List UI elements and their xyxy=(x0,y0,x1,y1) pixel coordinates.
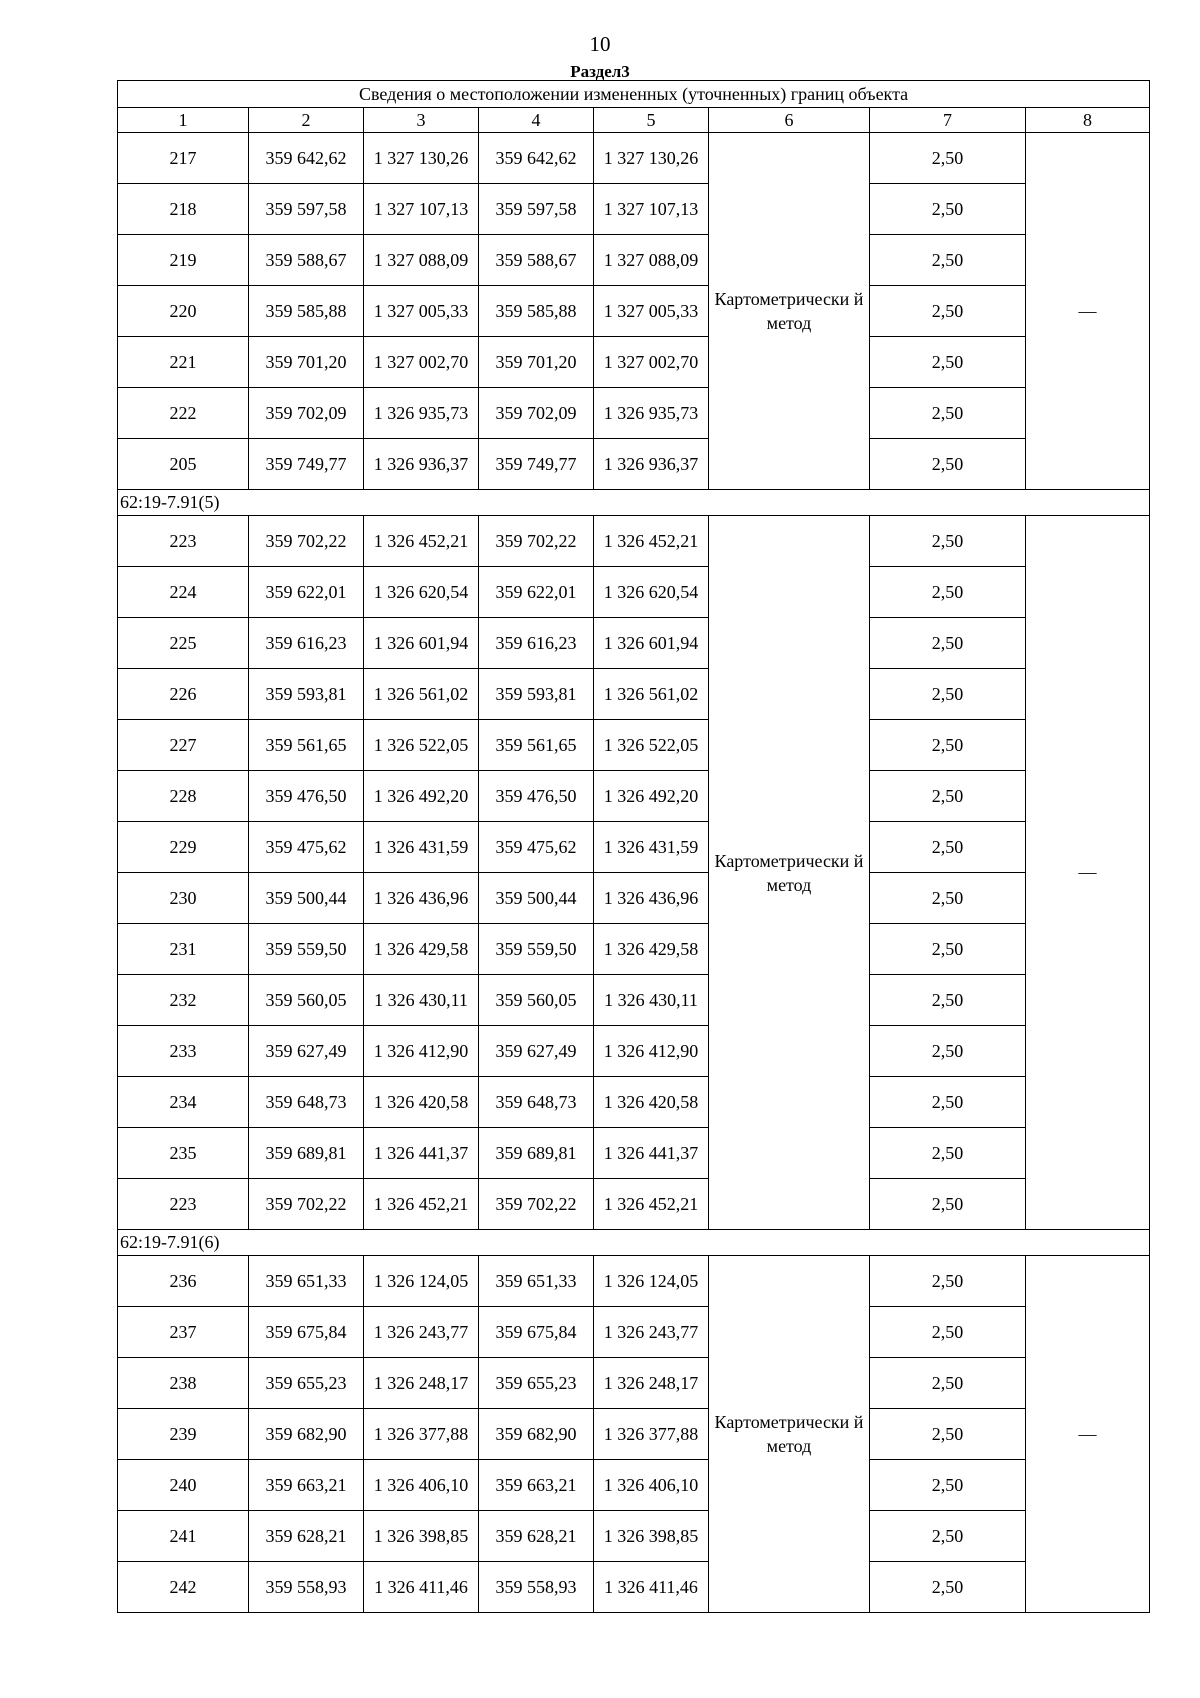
x-coordinate-new-cell: 359 560,05 xyxy=(479,975,594,1026)
y-coordinate-cell: 1 327 005,33 xyxy=(364,286,479,337)
point-number-cell: 225 xyxy=(118,618,249,669)
x-coordinate-cell: 359 702,09 xyxy=(249,388,364,439)
y-coordinate-cell: 1 326 441,37 xyxy=(364,1128,479,1179)
accuracy-cell: 2,50 xyxy=(870,1511,1026,1562)
x-coordinate-cell: 359 627,49 xyxy=(249,1026,364,1077)
x-coordinate-new-cell: 359 628,21 xyxy=(479,1511,594,1562)
x-coordinate-cell: 359 560,05 xyxy=(249,975,364,1026)
accuracy-cell: 2,50 xyxy=(870,669,1026,720)
accuracy-cell: 2,50 xyxy=(870,286,1026,337)
point-number-cell: 205 xyxy=(118,439,249,490)
x-coordinate-cell: 359 701,20 xyxy=(249,337,364,388)
accuracy-cell: 2,50 xyxy=(870,1026,1026,1077)
y-coordinate-cell: 1 326 492,20 xyxy=(364,771,479,822)
y-coordinate-new-cell: 1 326 124,05 xyxy=(594,1256,709,1307)
point-number-cell: 223 xyxy=(118,516,249,567)
table-row xyxy=(118,1256,1150,1307)
column-number-5: 5 xyxy=(594,108,709,133)
y-coordinate-cell: 1 326 124,05 xyxy=(364,1256,479,1307)
y-coordinate-cell: 1 326 431,59 xyxy=(364,822,479,873)
x-coordinate-new-cell: 359 588,67 xyxy=(479,235,594,286)
point-number-cell: 227 xyxy=(118,720,249,771)
accuracy-cell: 2,50 xyxy=(870,567,1026,618)
point-number-cell: 239 xyxy=(118,1409,249,1460)
y-coordinate-cell: 1 326 452,21 xyxy=(364,516,479,567)
point-number-cell: 238 xyxy=(118,1358,249,1409)
table-row xyxy=(118,669,1150,720)
table-row xyxy=(118,337,1150,388)
x-coordinate-new-cell: 359 475,62 xyxy=(479,822,594,873)
y-coordinate-cell: 1 326 412,90 xyxy=(364,1026,479,1077)
x-coordinate-new-cell: 359 689,81 xyxy=(479,1128,594,1179)
y-coordinate-new-cell: 1 326 412,90 xyxy=(594,1026,709,1077)
table-row xyxy=(118,771,1150,822)
table-row xyxy=(118,975,1150,1026)
x-coordinate-cell: 359 500,44 xyxy=(249,873,364,924)
accuracy-cell: 2,50 xyxy=(870,1077,1026,1128)
accuracy-cell: 2,50 xyxy=(870,1128,1026,1179)
point-number-cell: 228 xyxy=(118,771,249,822)
column-number-2: 2 xyxy=(249,108,364,133)
accuracy-cell: 2,50 xyxy=(870,235,1026,286)
x-coordinate-new-cell: 359 627,49 xyxy=(479,1026,594,1077)
x-coordinate-new-cell: 359 500,44 xyxy=(479,873,594,924)
section-title: Раздел3 xyxy=(570,62,630,81)
x-coordinate-cell: 359 702,22 xyxy=(249,1179,364,1230)
accuracy-cell: 2,50 xyxy=(870,873,1026,924)
point-number-cell: 242 xyxy=(118,1562,249,1613)
y-coordinate-new-cell: 1 327 002,70 xyxy=(594,337,709,388)
y-coordinate-cell: 1 326 243,77 xyxy=(364,1307,479,1358)
table-row xyxy=(118,924,1150,975)
accuracy-cell: 2,50 xyxy=(870,720,1026,771)
point-number-cell: 240 xyxy=(118,1460,249,1511)
x-coordinate-new-cell: 359 702,09 xyxy=(479,388,594,439)
point-number-cell: 220 xyxy=(118,286,249,337)
y-coordinate-cell: 1 326 601,94 xyxy=(364,618,479,669)
y-coordinate-cell: 1 326 452,21 xyxy=(364,1179,479,1230)
point-number-cell: 231 xyxy=(118,924,249,975)
y-coordinate-cell: 1 326 420,58 xyxy=(364,1077,479,1128)
x-coordinate-new-cell: 359 597,58 xyxy=(479,184,594,235)
accuracy-cell: 2,50 xyxy=(870,924,1026,975)
point-number-cell: 229 xyxy=(118,822,249,873)
accuracy-cell: 2,50 xyxy=(870,388,1026,439)
point-number-cell: 241 xyxy=(118,1511,249,1562)
coordinates-table xyxy=(117,80,1150,1613)
x-coordinate-cell: 359 593,81 xyxy=(249,669,364,720)
point-number-cell: 230 xyxy=(118,873,249,924)
point-number-cell: 235 xyxy=(118,1128,249,1179)
x-coordinate-new-cell: 359 476,50 xyxy=(479,771,594,822)
y-coordinate-new-cell: 1 326 248,17 xyxy=(594,1358,709,1409)
y-coordinate-new-cell: 1 326 561,02 xyxy=(594,669,709,720)
y-coordinate-cell: 1 326 936,37 xyxy=(364,439,479,490)
x-coordinate-new-cell: 359 655,23 xyxy=(479,1358,594,1409)
point-number-cell: 219 xyxy=(118,235,249,286)
accuracy-cell: 2,50 xyxy=(870,184,1026,235)
accuracy-cell: 2,50 xyxy=(870,439,1026,490)
y-coordinate-cell: 1 326 398,85 xyxy=(364,1511,479,1562)
x-coordinate-cell: 359 749,77 xyxy=(249,439,364,490)
point-number-cell: 232 xyxy=(118,975,249,1026)
y-coordinate-cell: 1 327 002,70 xyxy=(364,337,479,388)
table-row xyxy=(118,1128,1150,1179)
accuracy-cell: 2,50 xyxy=(870,975,1026,1026)
y-coordinate-new-cell: 1 326 398,85 xyxy=(594,1511,709,1562)
y-coordinate-new-cell: 1 326 420,58 xyxy=(594,1077,709,1128)
description-cell: — xyxy=(1026,1256,1150,1613)
accuracy-cell: 2,50 xyxy=(870,1179,1026,1230)
x-coordinate-new-cell: 359 622,01 xyxy=(479,567,594,618)
table-row xyxy=(118,286,1150,337)
y-coordinate-cell: 1 326 406,10 xyxy=(364,1460,479,1511)
table-row xyxy=(118,133,1150,184)
point-number-cell: 218 xyxy=(118,184,249,235)
y-coordinate-cell: 1 326 436,96 xyxy=(364,873,479,924)
accuracy-cell: 2,50 xyxy=(870,771,1026,822)
group-label-row xyxy=(118,1230,1150,1256)
point-number-cell: 221 xyxy=(118,337,249,388)
group-label-row xyxy=(118,490,1150,516)
x-coordinate-cell: 359 648,73 xyxy=(249,1077,364,1128)
table-row xyxy=(118,822,1150,873)
column-number-3: 3 xyxy=(364,108,479,133)
table-row xyxy=(118,720,1150,771)
x-coordinate-new-cell: 359 749,77 xyxy=(479,439,594,490)
accuracy-cell: 2,50 xyxy=(870,337,1026,388)
point-number-cell: 237 xyxy=(118,1307,249,1358)
table-row xyxy=(118,235,1150,286)
table-row xyxy=(118,1511,1150,1562)
table-row xyxy=(118,184,1150,235)
x-coordinate-new-cell: 359 675,84 xyxy=(479,1307,594,1358)
point-number-cell: 226 xyxy=(118,669,249,720)
table-caption: Сведения о местоположении измененных (уточненных) границ объекта xyxy=(118,81,1150,108)
x-coordinate-cell: 359 559,50 xyxy=(249,924,364,975)
accuracy-cell: 2,50 xyxy=(870,618,1026,669)
y-coordinate-cell: 1 326 429,58 xyxy=(364,924,479,975)
y-coordinate-new-cell: 1 326 243,77 xyxy=(594,1307,709,1358)
y-coordinate-new-cell: 1 326 620,54 xyxy=(594,567,709,618)
x-coordinate-new-cell: 359 559,50 xyxy=(479,924,594,975)
x-coordinate-cell: 359 628,21 xyxy=(249,1511,364,1562)
point-number-cell: 234 xyxy=(118,1077,249,1128)
y-coordinate-new-cell: 1 326 935,73 xyxy=(594,388,709,439)
y-coordinate-new-cell: 1 326 452,21 xyxy=(594,1179,709,1230)
y-coordinate-new-cell: 1 327 107,13 xyxy=(594,184,709,235)
x-coordinate-cell: 359 561,65 xyxy=(249,720,364,771)
point-number-cell: 222 xyxy=(118,388,249,439)
description-cell: — xyxy=(1026,133,1150,490)
column-number-row xyxy=(118,108,1150,133)
y-coordinate-new-cell: 1 326 429,58 xyxy=(594,924,709,975)
y-coordinate-cell: 1 326 935,73 xyxy=(364,388,479,439)
accuracy-cell: 2,50 xyxy=(870,1409,1026,1460)
x-coordinate-new-cell: 359 701,20 xyxy=(479,337,594,388)
x-coordinate-new-cell: 359 651,33 xyxy=(479,1256,594,1307)
table-row xyxy=(118,1409,1150,1460)
accuracy-cell: 2,50 xyxy=(870,516,1026,567)
accuracy-cell: 2,50 xyxy=(870,822,1026,873)
y-coordinate-new-cell: 1 327 130,26 xyxy=(594,133,709,184)
x-coordinate-new-cell: 359 642,62 xyxy=(479,133,594,184)
column-number-7: 7 xyxy=(870,108,1026,133)
x-coordinate-new-cell: 359 702,22 xyxy=(479,1179,594,1230)
x-coordinate-cell: 359 616,23 xyxy=(249,618,364,669)
accuracy-cell: 2,50 xyxy=(870,1307,1026,1358)
method-cell: Картометрически й метод xyxy=(709,516,870,1230)
y-coordinate-new-cell: 1 326 431,59 xyxy=(594,822,709,873)
accuracy-cell: 2,50 xyxy=(870,133,1026,184)
x-coordinate-new-cell: 359 702,22 xyxy=(479,516,594,567)
x-coordinate-cell: 359 597,58 xyxy=(249,184,364,235)
x-coordinate-new-cell: 359 558,93 xyxy=(479,1562,594,1613)
x-coordinate-cell: 359 682,90 xyxy=(249,1409,364,1460)
y-coordinate-new-cell: 1 326 492,20 xyxy=(594,771,709,822)
table-row xyxy=(118,439,1150,490)
point-number-cell: 217 xyxy=(118,133,249,184)
accuracy-cell: 2,50 xyxy=(870,1256,1026,1307)
y-coordinate-cell: 1 326 411,46 xyxy=(364,1562,479,1613)
x-coordinate-cell: 359 642,62 xyxy=(249,133,364,184)
x-coordinate-cell: 359 588,67 xyxy=(249,235,364,286)
y-coordinate-new-cell: 1 326 411,46 xyxy=(594,1562,709,1613)
x-coordinate-cell: 359 675,84 xyxy=(249,1307,364,1358)
x-coordinate-new-cell: 359 663,21 xyxy=(479,1460,594,1511)
table-body xyxy=(118,133,1150,1613)
table-row xyxy=(118,873,1150,924)
accuracy-cell: 2,50 xyxy=(870,1460,1026,1511)
table-row xyxy=(118,516,1150,567)
x-coordinate-new-cell: 359 682,90 xyxy=(479,1409,594,1460)
x-coordinate-cell: 359 476,50 xyxy=(249,771,364,822)
method-cell: Картометрически й метод xyxy=(709,1256,870,1613)
column-number-8: 8 xyxy=(1026,108,1150,133)
description-cell: — xyxy=(1026,516,1150,1230)
x-coordinate-cell: 359 622,01 xyxy=(249,567,364,618)
x-coordinate-cell: 359 663,21 xyxy=(249,1460,364,1511)
table-row xyxy=(118,388,1150,439)
table-row xyxy=(118,1307,1150,1358)
y-coordinate-cell: 1 327 107,13 xyxy=(364,184,479,235)
x-coordinate-cell: 359 689,81 xyxy=(249,1128,364,1179)
x-coordinate-cell: 359 585,88 xyxy=(249,286,364,337)
y-coordinate-new-cell: 1 326 377,88 xyxy=(594,1409,709,1460)
y-coordinate-cell: 1 327 130,26 xyxy=(364,133,479,184)
y-coordinate-new-cell: 1 326 441,37 xyxy=(594,1128,709,1179)
y-coordinate-cell: 1 326 620,54 xyxy=(364,567,479,618)
table-row xyxy=(118,1358,1150,1409)
point-number-cell: 236 xyxy=(118,1256,249,1307)
table-row xyxy=(118,1460,1150,1511)
table-row xyxy=(118,567,1150,618)
y-coordinate-new-cell: 1 326 406,10 xyxy=(594,1460,709,1511)
method-cell: Картометрически й метод xyxy=(709,133,870,490)
y-coordinate-new-cell: 1 326 430,11 xyxy=(594,975,709,1026)
y-coordinate-cell: 1 326 430,11 xyxy=(364,975,479,1026)
y-coordinate-new-cell: 1 326 936,37 xyxy=(594,439,709,490)
group-label: 62:19-7.91(6) xyxy=(118,1230,1150,1256)
page-number: 10 xyxy=(589,32,611,56)
x-coordinate-cell: 359 651,33 xyxy=(249,1256,364,1307)
x-coordinate-new-cell: 359 616,23 xyxy=(479,618,594,669)
x-coordinate-new-cell: 359 585,88 xyxy=(479,286,594,337)
y-coordinate-new-cell: 1 326 601,94 xyxy=(594,618,709,669)
x-coordinate-cell: 359 702,22 xyxy=(249,516,364,567)
column-number-6: 6 xyxy=(709,108,870,133)
column-number-4: 4 xyxy=(479,108,594,133)
y-coordinate-cell: 1 326 248,17 xyxy=(364,1358,479,1409)
y-coordinate-cell: 1 326 522,05 xyxy=(364,720,479,771)
table-row xyxy=(118,618,1150,669)
x-coordinate-new-cell: 359 648,73 xyxy=(479,1077,594,1128)
x-coordinate-cell: 359 655,23 xyxy=(249,1358,364,1409)
accuracy-cell: 2,50 xyxy=(870,1358,1026,1409)
table-row xyxy=(118,1077,1150,1128)
y-coordinate-cell: 1 326 377,88 xyxy=(364,1409,479,1460)
y-coordinate-cell: 1 327 088,09 xyxy=(364,235,479,286)
y-coordinate-new-cell: 1 327 005,33 xyxy=(594,286,709,337)
point-number-cell: 224 xyxy=(118,567,249,618)
accuracy-cell: 2,50 xyxy=(870,1562,1026,1613)
x-coordinate-new-cell: 359 593,81 xyxy=(479,669,594,720)
point-number-cell: 223 xyxy=(118,1179,249,1230)
y-coordinate-cell: 1 326 561,02 xyxy=(364,669,479,720)
x-coordinate-cell: 359 475,62 xyxy=(249,822,364,873)
column-number-1: 1 xyxy=(118,108,249,133)
point-number-cell: 233 xyxy=(118,1026,249,1077)
table-row xyxy=(118,1562,1150,1613)
y-coordinate-new-cell: 1 326 436,96 xyxy=(594,873,709,924)
table-row xyxy=(118,1026,1150,1077)
x-coordinate-cell: 359 558,93 xyxy=(249,1562,364,1613)
y-coordinate-new-cell: 1 326 522,05 xyxy=(594,720,709,771)
group-label: 62:19-7.91(5) xyxy=(118,490,1150,516)
table-row xyxy=(118,1179,1150,1230)
y-coordinate-new-cell: 1 326 452,21 xyxy=(594,516,709,567)
x-coordinate-new-cell: 359 561,65 xyxy=(479,720,594,771)
y-coordinate-new-cell: 1 327 088,09 xyxy=(594,235,709,286)
